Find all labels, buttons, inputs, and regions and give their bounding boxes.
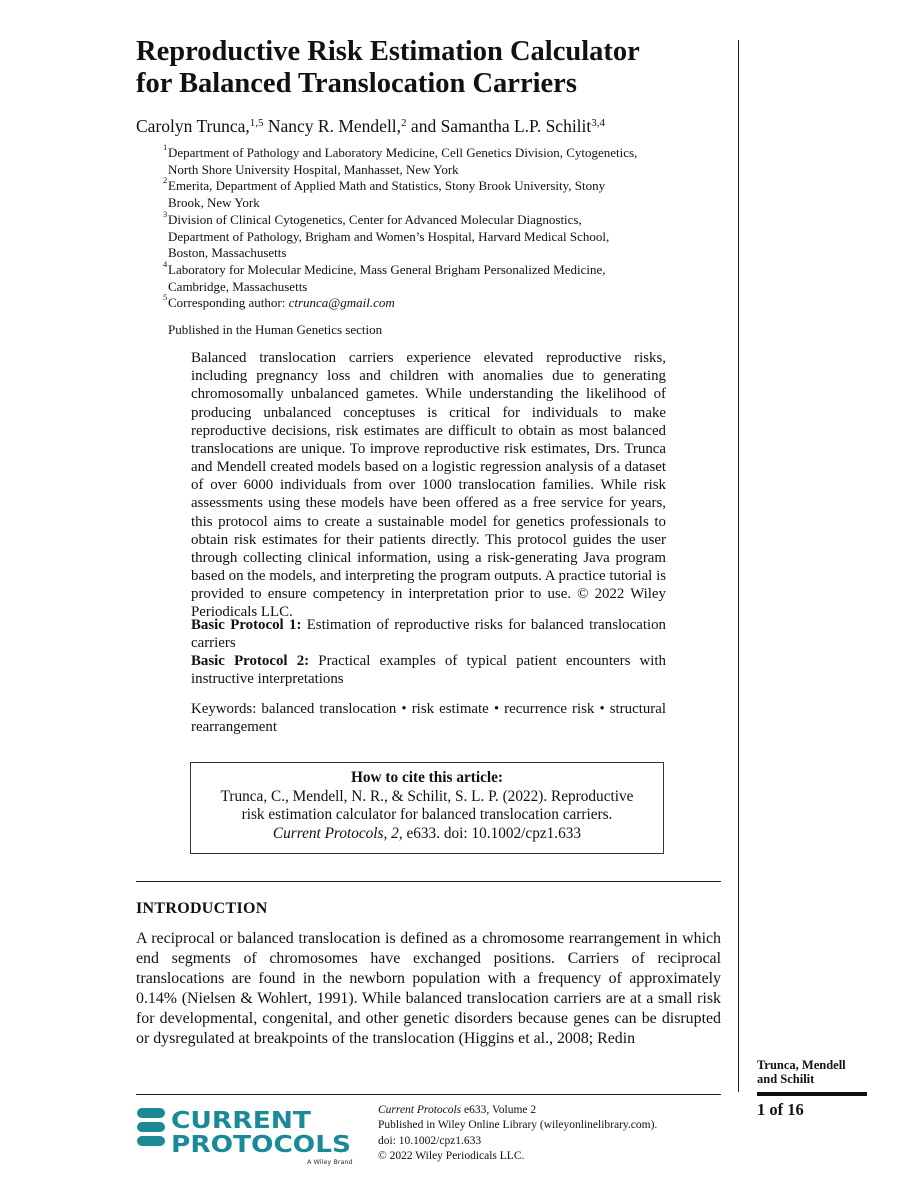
basic-protocol-1	[191, 616, 666, 652]
affiliation-number: 4	[163, 258, 168, 269]
citation-doi[interactable]: e633. doi: 10.1002/cpz1.633	[402, 824, 582, 842]
citation-line	[191, 825, 663, 844]
affiliation-line: North Shore University Hospital, Manhasset, New York	[168, 161, 459, 177]
margin-rule	[738, 40, 739, 1092]
affiliation-line: Emerita, Department of Applied Math and Statistics, Stony Brook University, Stony	[168, 178, 606, 194]
author-list	[136, 115, 726, 137]
affiliation-line: Laboratory for Molecular Medicine, Mass General Brigham Personalized Medicine,	[168, 261, 606, 277]
running-authors	[757, 1058, 877, 1086]
basic-protocols	[191, 616, 666, 688]
footer-journal: Current Protocols	[378, 1104, 462, 1116]
citation-line: risk estimation calculator for balanced translocation carriers.	[241, 806, 613, 824]
intro-paragraph: A reciprocal or balanced translocation is defined as a chromosome rearrangement in which end segments of chromosomes have exchanged positions. Carriers of reciprocal translocations are found in the newborn population with a frequency of approximately 0.14% (Nielsen & Wohlert, 1991). While balanced translocation carriers are at a small risk for developmental, congenital, and other genetic disorders because genes can be disrupted or dysregulated at breakpoints of the translocation (Higgins et al., 2008; Redin	[136, 930, 721, 1048]
logo-bar-bottom	[137, 1136, 165, 1146]
protocol-text: Practical examples of typical patient encounters with instructive interpretations	[191, 653, 666, 687]
section-divider	[136, 881, 721, 882]
citation-volume: , 2,	[383, 824, 403, 842]
footer-issue: e633, Volume 2	[461, 1104, 537, 1116]
section-note: Published in the Human Genetics section	[168, 322, 383, 337]
affiliation-line: Brook, New York	[168, 195, 260, 211]
affiliation-number: 5	[163, 292, 168, 303]
logo-wiley-brand: A Wiley Brand	[307, 1158, 353, 1166]
author-joiner: and	[410, 116, 437, 136]
title-line-2: for Balanced Translocation Carriers	[136, 68, 577, 99]
affiliation-number: 3	[163, 208, 168, 219]
corresponding-author	[163, 292, 669, 312]
author-affiliation-sup: 3,4	[591, 117, 606, 129]
publication-footer	[378, 1103, 718, 1164]
abstract: Balanced translocation carriers experience elevated reproductive risks, including pregnancy loss and children with anomalies due to generating chromosomally unbalanced gametes. While understanding the likelihood of producing unbalanced conceptuses is critical for individuals to make reproductive decisions, risk estimates are difficult to obtain as most balanced translocations are unique. To improve reproductive risk estimates, Drs. Trunca and Mendell created models based on a logistic regression analysis of a dataset of over 6000 individuals from over 1000 translocation families. While risk assessments using these models have been offered as a free service for years, this protocol aims to create a sustainable model for genetics professionals to obtain risk estimates for their patients directly. This protocol guides the user through collecting clinical information, using a risk-generating Java program based on the models, and interpreting the program outputs. A practice tutorial is provided to ensure competency in interpretation prior to use. © 2022 Wiley Periodicals LLC.	[191, 350, 666, 621]
logo-text-protocols: PROTOCOLS	[171, 1132, 351, 1158]
affiliation-line: Division of Clinical Cytogenetics, Center for Advanced Molecular Diagnostics,	[168, 211, 582, 227]
logo-text-current: CURRENT	[171, 1108, 312, 1134]
author-name: Carolyn Trunca,	[136, 116, 250, 136]
current-protocols-logo	[137, 1106, 357, 1166]
keywords: Keywords: balanced translocation • risk estimate • recurrence risk • structural rearrangement	[191, 701, 666, 735]
footer-copyright: © 2022 Wiley Periodicals LLC.	[378, 1149, 525, 1162]
title-line-1: Reproductive Risk Estimation Calculator	[136, 36, 640, 67]
affiliation-line: Boston, Massachusetts	[168, 245, 287, 261]
footer-doi[interactable]: doi: 10.1002/cpz1.633	[378, 1134, 482, 1147]
article-title	[136, 36, 726, 100]
affiliation-line: Department of Pathology and Laboratory Medicine, Cell Genetics Division, Cytogenetics,	[168, 145, 638, 160]
section-heading: INTRODUCTION	[136, 900, 268, 917]
logo-bar-middle	[137, 1122, 165, 1132]
affiliation-2	[163, 175, 669, 211]
citation-journal: Current Protocols	[272, 824, 384, 842]
sidebar-rule	[757, 1092, 867, 1096]
author-name: Nancy R. Mendell,	[267, 116, 402, 136]
corresponding-label: Corresponding author:	[168, 295, 289, 311]
citation-line: Trunca, C., Mendell, N. R., & Schilit, S. L. P. (2022). Reproductive	[220, 787, 634, 805]
affiliation-3	[163, 208, 669, 262]
logo-bar-top	[137, 1108, 165, 1118]
author-name: Samantha L.P. Schilit	[440, 116, 592, 136]
affiliations	[163, 142, 669, 312]
affiliation-line: Department of Pathology, Brigham and Women’s Hospital, Harvard Medical School,	[168, 228, 610, 244]
affiliation-line: Cambridge, Massachusetts	[168, 278, 308, 294]
protocol-text: Estimation of reproductive risks for balanced translocation carriers	[191, 617, 666, 651]
footer-line	[378, 1103, 718, 1118]
affiliation-number: 2	[163, 175, 168, 186]
running-authors-line: Trunca, Mendell	[757, 1058, 846, 1072]
running-authors-line: and Schilit	[757, 1072, 815, 1086]
affiliation-4	[163, 258, 669, 295]
corresponding-email-link[interactable]: ctrunca@gmail.com	[288, 295, 395, 311]
page-number: 1 of 16	[757, 1100, 804, 1119]
affiliation-1	[163, 142, 669, 178]
footer-divider	[136, 1094, 721, 1095]
logo-graphic	[137, 1106, 357, 1166]
protocol-label: Basic Protocol 2:	[191, 653, 310, 669]
protocol-label: Basic Protocol 1:	[191, 617, 302, 633]
citation-title: How to cite this article:	[350, 769, 504, 786]
citation-box	[190, 762, 664, 854]
basic-protocol-2	[191, 652, 666, 688]
author-affiliation-sup: 1,5	[249, 117, 264, 129]
affiliation-number: 1	[163, 142, 168, 152]
author-affiliation-sup: 2	[401, 117, 407, 129]
footer-line: Published in Wiley Online Library (wileyonlinelibrary.com).	[378, 1119, 658, 1132]
